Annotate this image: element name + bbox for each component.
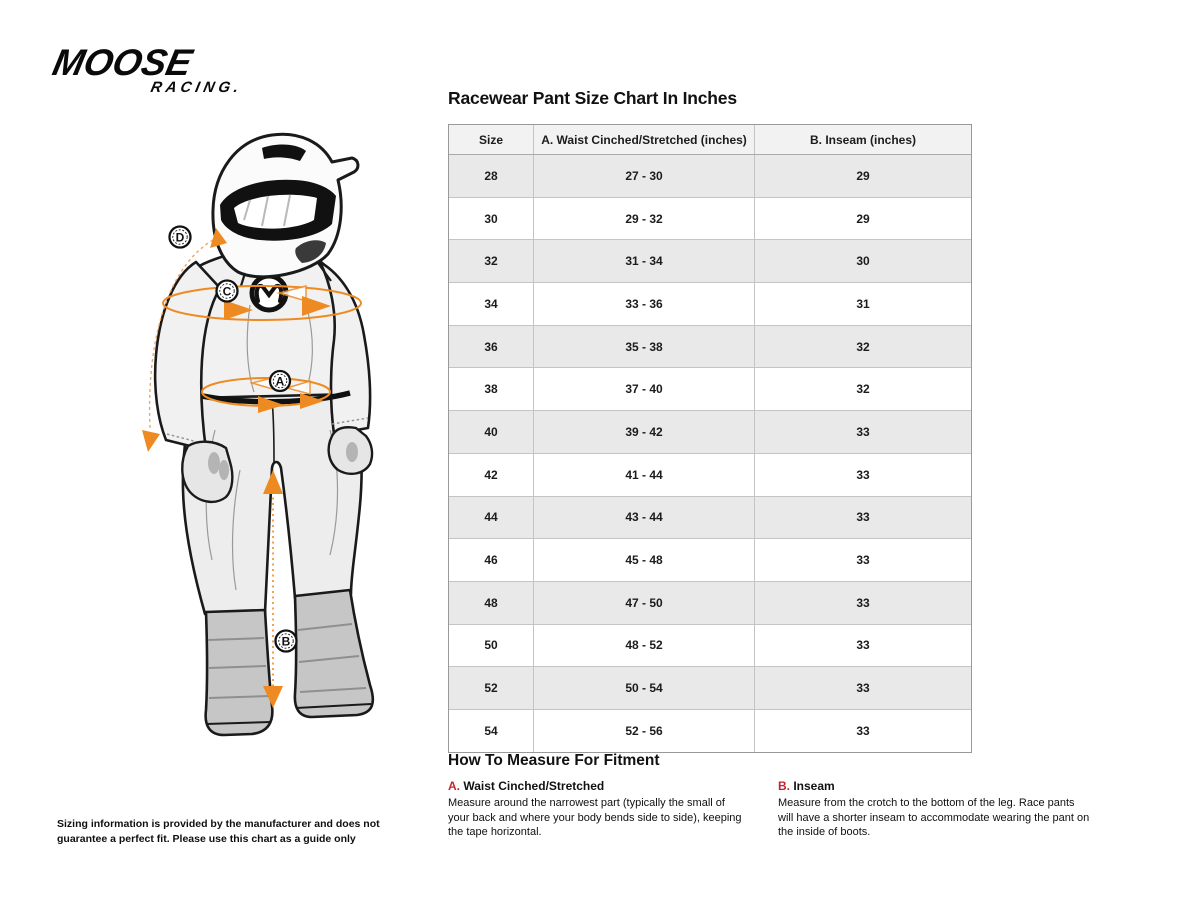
table-row (449, 582, 971, 625)
how-to-measure-inseam (778, 779, 1092, 840)
waist-label (448, 779, 748, 793)
brand-logo-subtext: RACING. (149, 79, 245, 96)
table-cell: 29 (754, 198, 971, 240)
waist-label-text: Waist Cinched/Stretched (460, 779, 605, 793)
table-cell: 32 (754, 368, 971, 410)
table-row (449, 283, 971, 326)
table-cell: 48 (484, 595, 498, 610)
table-cell: 30 (484, 211, 498, 226)
inseam-description: Measure from the crotch to the bottom of the leg. Race pants will have a shorter inseam to accommodate wearing the pant on the inside of boots. (778, 797, 1090, 839)
rider-illustration (40, 125, 440, 770)
table-cell: 48 - 52 (533, 625, 754, 667)
table-cell: 54 (484, 723, 498, 738)
table-cell: 33 (754, 710, 971, 752)
table-cell: 52 - 56 (533, 710, 754, 752)
table-cell: 44 (484, 510, 498, 525)
table-cell: 42 (484, 467, 498, 482)
table-row (449, 155, 971, 198)
helmet-drawing (213, 134, 358, 286)
table-row (449, 240, 971, 283)
table-cell: 43 - 44 (533, 497, 754, 539)
table-cell: 35 - 38 (533, 326, 754, 368)
table-cell: 27 - 30 (533, 155, 754, 197)
sizing-disclaimer: Sizing information is provided by the manufacturer and does not guarantee a perfect fit. Please use this chart as a guide only (57, 818, 380, 845)
table-cell: 33 (754, 582, 971, 624)
table-cell: 33 (754, 497, 971, 539)
marker-inseam (276, 631, 297, 652)
table-row (449, 625, 971, 668)
table-cell: 47 - 50 (533, 582, 754, 624)
table-cell: 41 - 44 (533, 454, 754, 496)
table-cell: 34 (484, 296, 498, 311)
marker-waist-letter: A (275, 374, 285, 389)
table-cell: 36 (484, 339, 498, 354)
table-cell: 29 - 32 (533, 198, 754, 240)
marker-sleeve (170, 227, 191, 248)
table-cell: 33 (754, 625, 971, 667)
marker-chest-letter: C (222, 284, 232, 299)
how-to-measure-waist (448, 779, 748, 840)
rider-measurement-figure (40, 125, 440, 770)
header-inseam: B. Inseam (inches) (754, 125, 971, 154)
table-cell: 37 - 40 (533, 368, 754, 410)
header-waist: A. Waist Cinched/Stretched (inches) (533, 125, 754, 154)
size-chart-title: Racewear Pant Size Chart In Inches (448, 88, 737, 108)
marker-sleeve-letter: D (175, 230, 185, 245)
marker-chest (217, 281, 238, 302)
table-cell: 38 (484, 382, 498, 397)
table-cell: 30 (754, 240, 971, 282)
size-table-body (449, 155, 971, 752)
marker-inseam-letter: B (281, 634, 291, 649)
table-cell: 52 (484, 681, 498, 696)
table-cell: 32 (484, 254, 498, 269)
table-cell: 46 (484, 553, 498, 568)
inseam-letter: B. (778, 779, 790, 793)
table-cell: 50 (484, 638, 498, 653)
table-cell: 33 (754, 411, 971, 453)
boots-drawing (206, 590, 373, 735)
inseam-label-text: Inseam (790, 779, 835, 793)
inseam-label (778, 779, 1092, 793)
table-row (449, 411, 971, 454)
marker-waist (270, 371, 290, 391)
size-table (448, 124, 972, 753)
table-row (449, 368, 971, 411)
table-cell: 33 (754, 539, 971, 581)
table-row (449, 497, 971, 540)
table-row (449, 710, 971, 752)
table-row (449, 198, 971, 241)
table-cell: 40 (484, 424, 498, 439)
table-cell: 50 - 54 (533, 667, 754, 709)
table-cell: 33 (754, 667, 971, 709)
table-cell: 32 (754, 326, 971, 368)
table-row (449, 454, 971, 497)
waist-description: Measure around the narrowest part (typically the small of your back and where your body bends side to side), keeping the tape horizontal. (448, 797, 742, 839)
size-table-header-row (449, 125, 971, 155)
table-cell: 31 - 34 (533, 240, 754, 282)
brand-logo-wordmark: MOOSE (49, 42, 196, 83)
table-cell: 31 (754, 283, 971, 325)
table-cell: 33 - 36 (533, 283, 754, 325)
waist-letter: A. (448, 779, 460, 793)
table-cell: 33 (754, 454, 971, 496)
table-cell: 39 - 42 (533, 411, 754, 453)
header-size: Size (478, 132, 503, 147)
table-cell: 45 - 48 (533, 539, 754, 581)
how-to-measure-heading: How To Measure For Fitment (448, 752, 660, 769)
table-cell: 28 (484, 168, 498, 183)
table-row (449, 667, 971, 710)
table-cell: 29 (754, 155, 971, 197)
table-row (449, 326, 971, 369)
table-row (449, 539, 971, 582)
brand-logo (46, 44, 257, 96)
